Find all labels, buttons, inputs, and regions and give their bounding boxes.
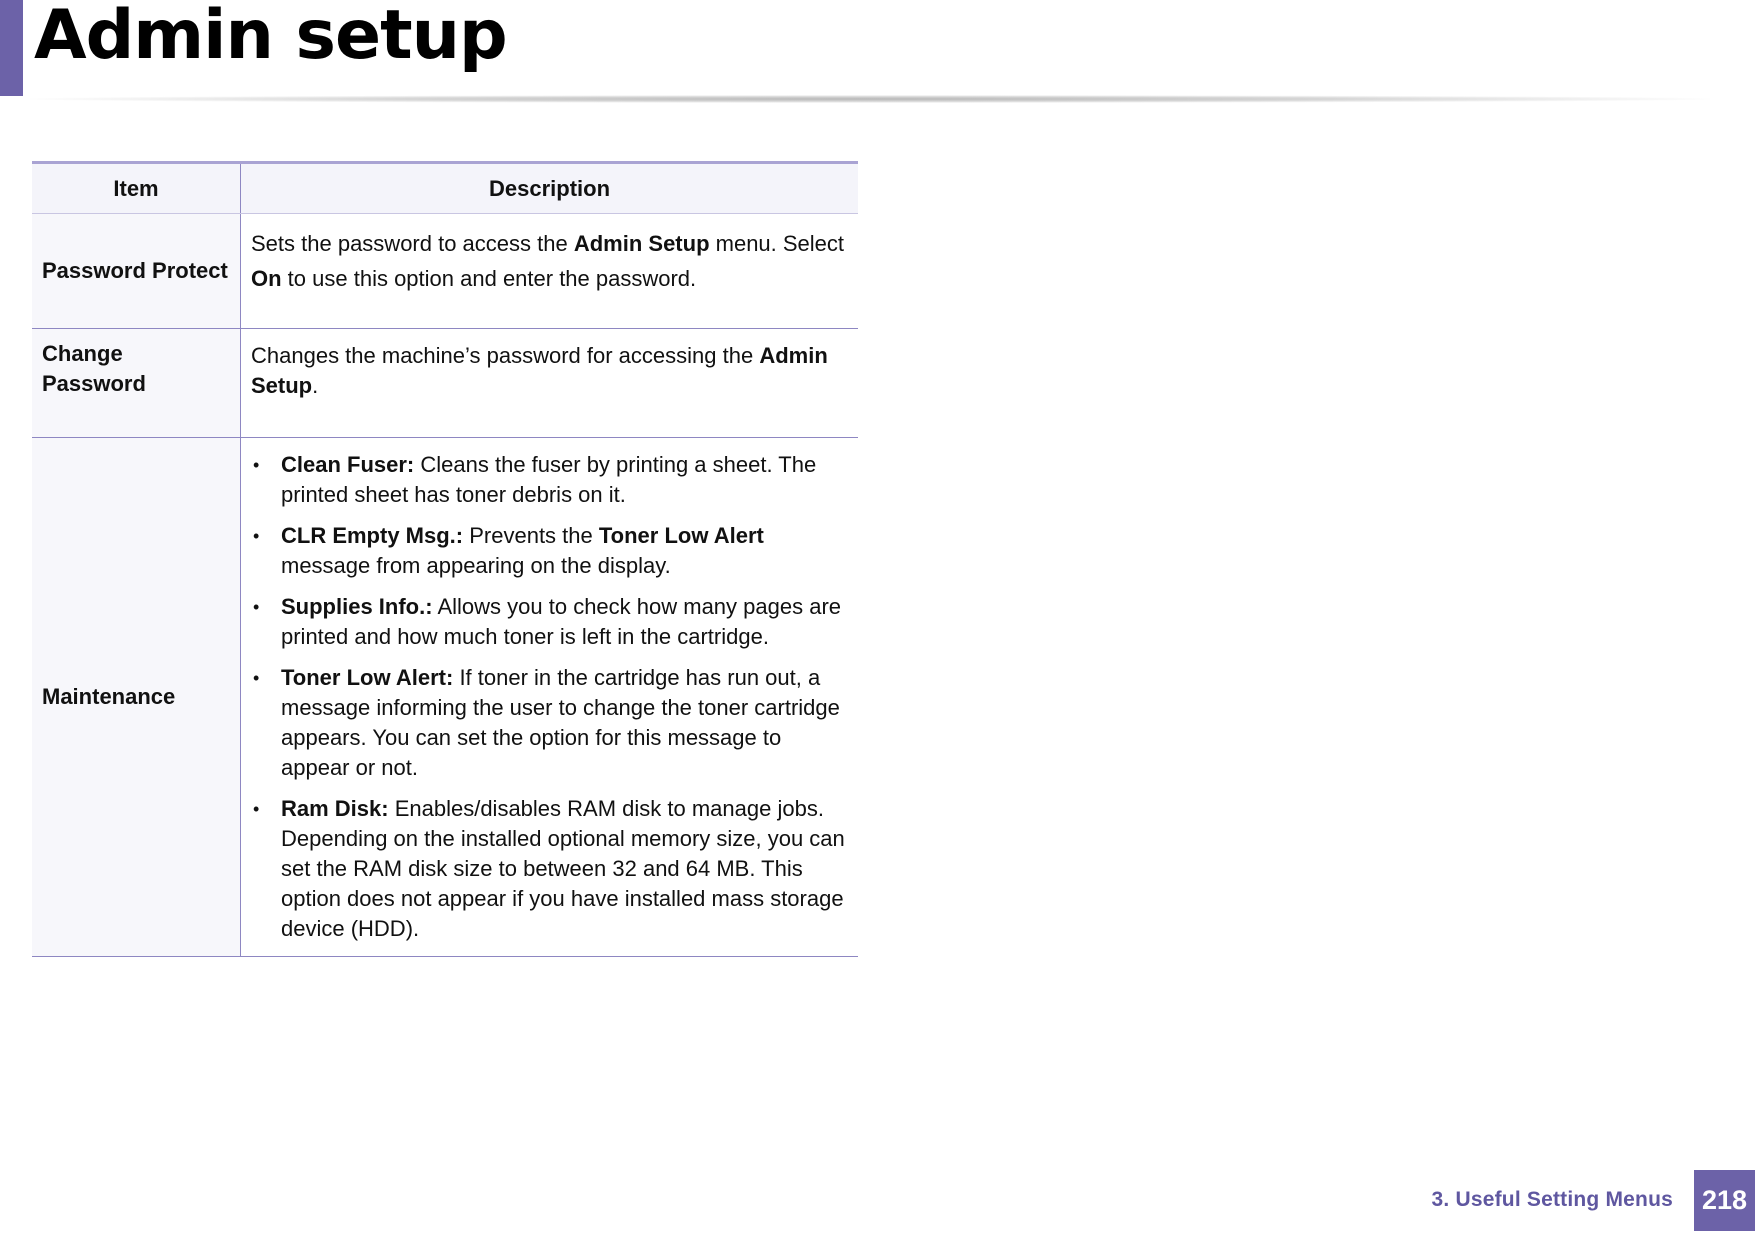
list-text: message from appearing on the display. bbox=[281, 553, 671, 578]
desc-text: to use this option and enter the password. bbox=[281, 266, 697, 291]
desc-text: . bbox=[312, 373, 319, 398]
description-maintenance bbox=[241, 438, 859, 957]
table-row bbox=[32, 329, 858, 438]
desc-term: On bbox=[251, 266, 282, 291]
bullet-icon: • bbox=[253, 597, 260, 617]
list-term: Ram Disk: bbox=[281, 796, 389, 821]
bullet-icon: • bbox=[253, 526, 260, 546]
item-password-protect: Password Protect bbox=[32, 214, 241, 329]
list-item bbox=[251, 794, 846, 944]
page-number-badge: 218 bbox=[1694, 1170, 1755, 1231]
list-text: If toner in the cartridge has run out, a message informing the user to change the toner cartridge appears. You can set the option for this message to appear or not. bbox=[281, 665, 840, 780]
header-item: Item bbox=[32, 163, 241, 214]
description-change-password bbox=[241, 329, 859, 438]
desc-text: menu. Select bbox=[709, 231, 845, 256]
list-text: Prevents the bbox=[463, 523, 599, 548]
desc-text: Changes the machine’s password for accessing the bbox=[251, 343, 760, 368]
list-term: Toner Low Alert: bbox=[281, 665, 454, 690]
item-change-password: Change Password bbox=[32, 329, 241, 438]
header-description: Description bbox=[241, 163, 859, 214]
list-item bbox=[251, 663, 846, 783]
maintenance-list bbox=[251, 450, 846, 944]
list-text: Cleans the fuser by printing a sheet. The printed sheet has toner debris on it. bbox=[281, 452, 817, 507]
list-term: CLR Empty Msg.: bbox=[281, 523, 464, 548]
description-password-protect bbox=[241, 214, 859, 329]
desc-term: Admin Setup bbox=[573, 231, 710, 256]
page-title: Admin setup bbox=[34, 0, 507, 75]
table-header-row bbox=[32, 163, 858, 214]
admin-setup-table bbox=[32, 161, 858, 957]
list-text: Enables/disables RAM disk to manage jobs. Depending on the installed optional memory size, you can set the RAM disk size to between 32 and 64 MB. This option does not appear if you have installed mass storage device (HDD). bbox=[281, 796, 845, 941]
list-term: Supplies Info.: bbox=[281, 594, 433, 619]
bullet-icon: • bbox=[253, 799, 260, 819]
footer-chapter-link[interactable]: 3. Useful Setting Menus bbox=[1431, 1188, 1673, 1211]
list-term: Toner Low Alert bbox=[598, 523, 764, 548]
list-item bbox=[251, 450, 846, 510]
desc-term: Admin Setup bbox=[251, 343, 828, 398]
table-row bbox=[32, 438, 858, 957]
list-term: Clean Fuser: bbox=[281, 452, 415, 477]
item-maintenance: Maintenance bbox=[32, 438, 241, 957]
list-item bbox=[251, 592, 846, 652]
bullet-icon: • bbox=[253, 455, 260, 475]
desc-text: Sets the password to access the bbox=[251, 231, 574, 256]
list-text: Allows you to check how many pages are printed and how much toner is left in the cartridge. bbox=[281, 594, 842, 649]
table-row bbox=[32, 214, 858, 329]
title-accent-bar bbox=[0, 0, 23, 96]
list-item bbox=[251, 521, 846, 581]
title-divider bbox=[30, 95, 1710, 103]
bullet-icon: • bbox=[253, 668, 260, 688]
